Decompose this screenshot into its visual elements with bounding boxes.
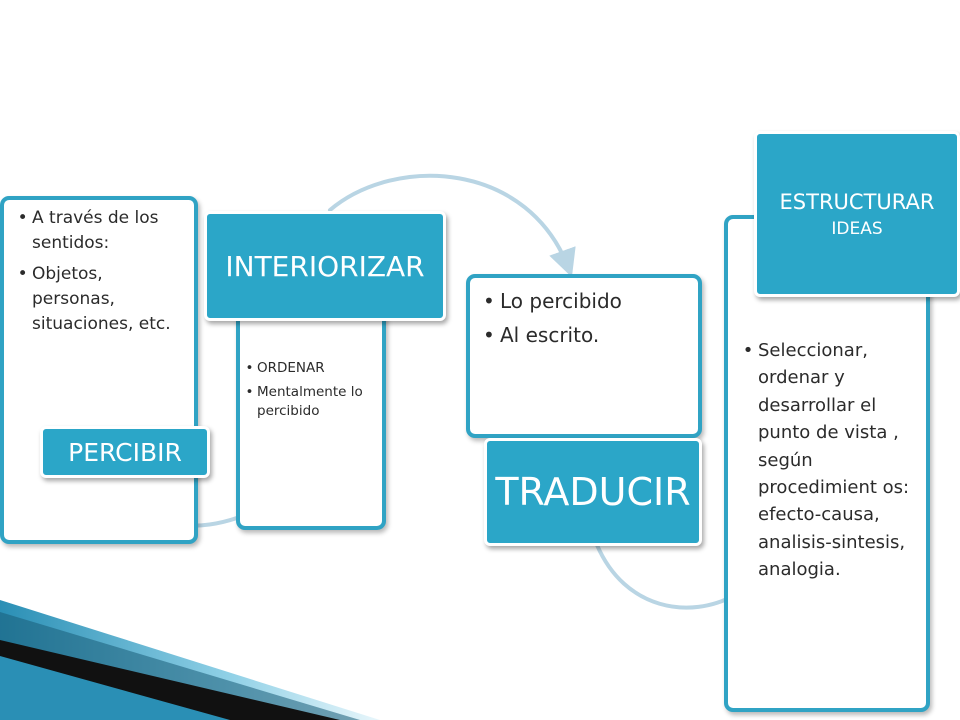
percibir-bullet: • Objetos, personas, situaciones, etc.	[32, 262, 190, 337]
percibir-bullets	[32, 206, 190, 343]
label-traducir-text: TRADUCIR	[495, 470, 691, 514]
interiorizar-bullet: • Mentalmente lo percibido	[257, 383, 382, 421]
label-estructurar-text: ESTRUCTURAR	[779, 190, 935, 214]
interiorizar-bullet: • ORDENAR	[257, 359, 382, 378]
estructurar-bullets	[758, 337, 918, 584]
traducir-bullet: • Lo percibido	[500, 287, 690, 315]
connector-traducir-estructurar	[597, 545, 735, 608]
traducir-bullets	[500, 287, 690, 355]
estructurar-bullet: • Seleccionar, ordenar y desarrollar el punto de vista , según procedimient os: efecto-causa, analisis-sintesis, analogia.	[758, 337, 918, 584]
label-traducir	[484, 438, 702, 546]
label-percibir-text: PERCIBIR	[68, 437, 182, 467]
label-estructurar	[754, 131, 960, 297]
interiorizar-bullets	[257, 359, 382, 426]
label-percibir	[40, 426, 210, 478]
traducir-bullet: • Al escrito.	[500, 321, 690, 349]
percibir-bullet: • A través de los sentidos:	[32, 206, 190, 256]
label-interiorizar	[204, 211, 446, 321]
label-interiorizar-text: INTERIORIZAR	[225, 249, 425, 283]
label-estructurar-subtext: IDEAS	[831, 219, 883, 239]
